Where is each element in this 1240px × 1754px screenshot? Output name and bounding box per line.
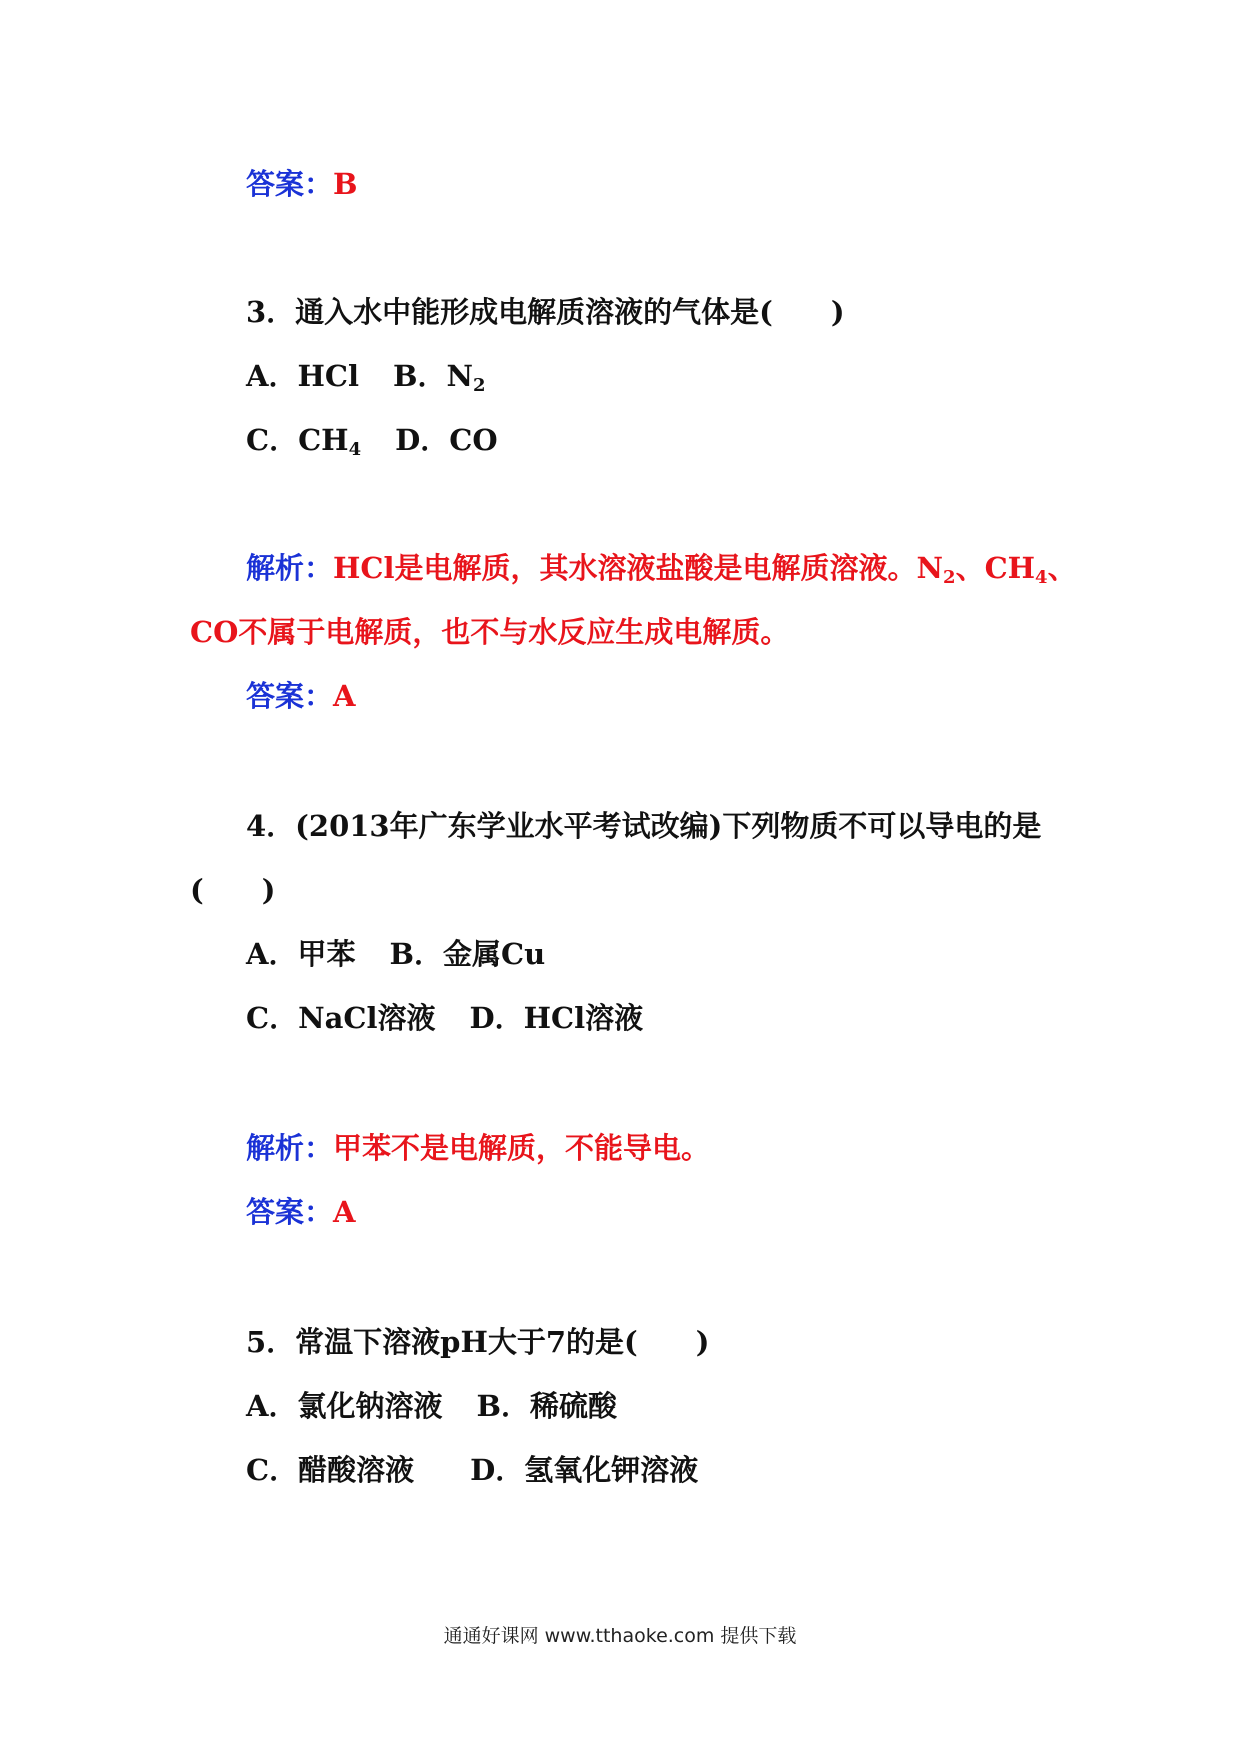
option-b: B．稀硫酸 <box>476 1389 618 1423</box>
option-a: A．氯化钠溶液 <box>246 1389 443 1423</box>
analysis-text: HCl是电解质，其水溶液盐酸是电解质溶液。$N_2$、$CH_4$、 <box>333 551 1077 588</box>
option-d: D．CO <box>395 423 498 457</box>
analysis-label: 解析： <box>246 1131 334 1165</box>
analysis-text-continued: CO不属于电解质，也不与水反应生成电解质。 <box>190 615 790 649</box>
answer-label: 答案： <box>246 679 334 713</box>
analysis-q3 <box>0 548 1240 588</box>
analysis-label: 解析： <box>246 551 334 585</box>
question-text: 5．常温下溶液pH大于7的是( ) <box>246 1325 710 1359</box>
option-c: C．醋酸溶液 <box>246 1453 415 1487</box>
answer-value: A <box>333 1195 356 1229</box>
option-c: C．$CH_4$ <box>246 423 362 460</box>
question-4-stem <box>0 806 1240 846</box>
question-4-options-cd <box>0 998 1240 1038</box>
analysis-q3-line2 <box>0 612 1240 652</box>
option-a: A．甲苯 <box>246 937 356 971</box>
answer-value: A <box>333 679 356 713</box>
option-a: A．HCl <box>246 359 359 393</box>
question-4-stem-line2 <box>0 870 1240 910</box>
question-3-options-ab <box>0 356 1240 396</box>
question-5-stem <box>0 1322 1240 1362</box>
question-3-options-cd <box>0 420 1240 460</box>
option-b: B．金属Cu <box>389 937 546 971</box>
option-b: B．$N_2$ <box>393 359 486 396</box>
answer-blank: ( ) <box>190 873 276 907</box>
answer-q2 <box>0 164 1240 204</box>
option-d: D．氢氧化钾溶液 <box>470 1453 699 1487</box>
page-footer: 通通好课网 www.tthaoke.com 提供下载 <box>443 1625 797 1647</box>
question-text: 4．(2013年广东学业水平考试改编)下列物质不可以导电的是 <box>246 809 1042 843</box>
answer-q3 <box>0 676 1240 716</box>
answer-label: 答案： <box>246 1195 334 1229</box>
option-d: D．HCl溶液 <box>469 1001 644 1035</box>
answer-q4 <box>0 1192 1240 1232</box>
question-5-options-ab <box>0 1386 1240 1426</box>
question-text: 3．通入水中能形成电解质溶液的气体是( ) <box>246 295 845 329</box>
analysis-text: 甲苯不是电解质，不能导电。 <box>333 1131 711 1165</box>
option-c: C．NaCl溶液 <box>246 1001 436 1035</box>
answer-label: 答案： <box>246 167 334 201</box>
answer-value: B <box>333 167 358 201</box>
analysis-q4 <box>0 1128 1240 1168</box>
question-4-options-ab <box>0 934 1240 974</box>
question-3-stem <box>0 292 1240 332</box>
question-5-options-cd <box>0 1450 1240 1490</box>
